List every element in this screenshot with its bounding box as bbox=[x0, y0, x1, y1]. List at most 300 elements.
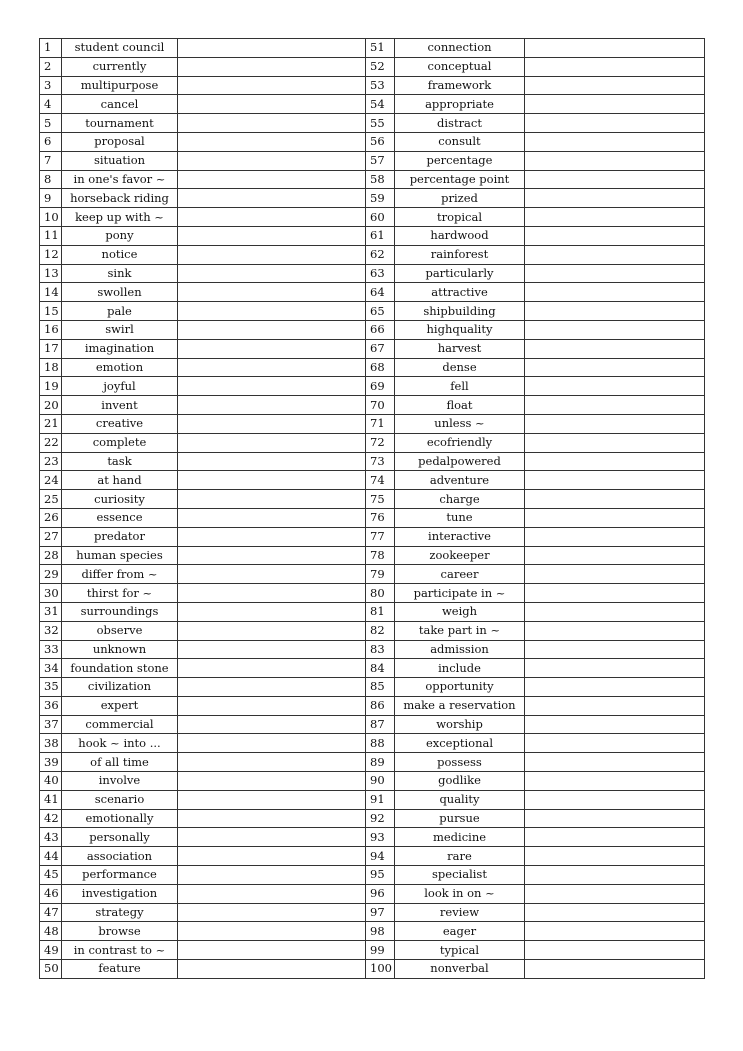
answer-blank bbox=[525, 377, 705, 396]
table-row bbox=[40, 208, 705, 227]
vocab-word: unless ~ bbox=[395, 414, 525, 433]
entry-number: 71 bbox=[366, 414, 395, 433]
table-row bbox=[40, 508, 705, 527]
entry-number: 87 bbox=[366, 715, 395, 734]
vocab-word: feature bbox=[62, 960, 178, 979]
vocab-word: ecofriendly bbox=[395, 433, 525, 452]
entry-number: 92 bbox=[366, 809, 395, 828]
answer-blank bbox=[178, 245, 366, 264]
vocab-word: sink bbox=[62, 264, 178, 283]
table-row bbox=[40, 790, 705, 809]
answer-blank bbox=[525, 828, 705, 847]
table-row bbox=[40, 772, 705, 791]
answer-blank bbox=[525, 189, 705, 208]
answer-blank bbox=[178, 866, 366, 885]
table-row bbox=[40, 39, 705, 58]
entry-number: 8 bbox=[40, 170, 62, 189]
answer-blank bbox=[525, 621, 705, 640]
answer-blank bbox=[178, 114, 366, 133]
table-row bbox=[40, 866, 705, 885]
vocab-word: include bbox=[395, 659, 525, 678]
entry-number: 4 bbox=[40, 95, 62, 114]
vocab-word: eager bbox=[395, 922, 525, 941]
vocab-word: at hand bbox=[62, 471, 178, 490]
answer-blank bbox=[525, 283, 705, 302]
entry-number: 89 bbox=[366, 753, 395, 772]
answer-blank bbox=[178, 960, 366, 979]
answer-blank bbox=[525, 809, 705, 828]
answer-blank bbox=[178, 565, 366, 584]
vocab-word: surroundings bbox=[62, 602, 178, 621]
vocab-word: quality bbox=[395, 790, 525, 809]
answer-blank bbox=[525, 546, 705, 565]
answer-blank bbox=[178, 226, 366, 245]
vocab-word: scenario bbox=[62, 790, 178, 809]
answer-blank bbox=[178, 471, 366, 490]
answer-blank bbox=[178, 941, 366, 960]
answer-blank bbox=[178, 283, 366, 302]
vocab-word: personally bbox=[62, 828, 178, 847]
answer-blank bbox=[525, 245, 705, 264]
answer-blank bbox=[525, 452, 705, 471]
table-row bbox=[40, 621, 705, 640]
vocab-word: godlike bbox=[395, 772, 525, 791]
entry-number: 80 bbox=[366, 584, 395, 603]
entry-number: 35 bbox=[40, 678, 62, 697]
vocab-word: keep up with ~ bbox=[62, 208, 178, 227]
vocab-word: opportunity bbox=[395, 678, 525, 697]
entry-number: 12 bbox=[40, 245, 62, 264]
answer-blank bbox=[525, 95, 705, 114]
table-row bbox=[40, 734, 705, 753]
table-row bbox=[40, 396, 705, 415]
entry-number: 72 bbox=[366, 433, 395, 452]
vocab-word: particularly bbox=[395, 264, 525, 283]
table-row bbox=[40, 809, 705, 828]
vocab-word: percentage bbox=[395, 151, 525, 170]
answer-blank bbox=[178, 922, 366, 941]
vocab-word: involve bbox=[62, 772, 178, 791]
answer-blank bbox=[525, 320, 705, 339]
vocab-word: participate in ~ bbox=[395, 584, 525, 603]
entry-number: 11 bbox=[40, 226, 62, 245]
answer-blank bbox=[525, 414, 705, 433]
entry-number: 86 bbox=[366, 696, 395, 715]
entry-number: 40 bbox=[40, 772, 62, 791]
vocab-word: distract bbox=[395, 114, 525, 133]
vocab-word: tune bbox=[395, 508, 525, 527]
entry-number: 21 bbox=[40, 414, 62, 433]
answer-blank bbox=[178, 57, 366, 76]
answer-blank bbox=[525, 433, 705, 452]
vocab-word: complete bbox=[62, 433, 178, 452]
table-row bbox=[40, 339, 705, 358]
entry-number: 70 bbox=[366, 396, 395, 415]
vocab-word: of all time bbox=[62, 753, 178, 772]
vocab-word: dense bbox=[395, 358, 525, 377]
vocab-word: admission bbox=[395, 640, 525, 659]
answer-blank bbox=[178, 358, 366, 377]
table-row bbox=[40, 189, 705, 208]
answer-blank bbox=[525, 132, 705, 151]
vocab-word: weigh bbox=[395, 602, 525, 621]
answer-blank bbox=[525, 527, 705, 546]
vocab-word: float bbox=[395, 396, 525, 415]
entry-number: 96 bbox=[366, 884, 395, 903]
answer-blank bbox=[178, 95, 366, 114]
entry-number: 32 bbox=[40, 621, 62, 640]
entry-number: 57 bbox=[366, 151, 395, 170]
entry-number: 81 bbox=[366, 602, 395, 621]
table-row bbox=[40, 302, 705, 321]
vocab-word: currently bbox=[62, 57, 178, 76]
answer-blank bbox=[525, 678, 705, 697]
table-row bbox=[40, 753, 705, 772]
entry-number: 33 bbox=[40, 640, 62, 659]
vocab-word: consult bbox=[395, 132, 525, 151]
table-row bbox=[40, 471, 705, 490]
answer-blank bbox=[525, 490, 705, 509]
vocab-word: in contrast to ~ bbox=[62, 941, 178, 960]
entry-number: 37 bbox=[40, 715, 62, 734]
answer-blank bbox=[178, 170, 366, 189]
entry-number: 58 bbox=[366, 170, 395, 189]
table-row bbox=[40, 527, 705, 546]
table-row bbox=[40, 884, 705, 903]
vocab-word: strategy bbox=[62, 903, 178, 922]
answer-blank bbox=[178, 508, 366, 527]
answer-blank bbox=[525, 772, 705, 791]
vocab-word: emotionally bbox=[62, 809, 178, 828]
answer-blank bbox=[178, 396, 366, 415]
vocab-word: situation bbox=[62, 151, 178, 170]
vocab-word: rare bbox=[395, 847, 525, 866]
table-row bbox=[40, 584, 705, 603]
entry-number: 63 bbox=[366, 264, 395, 283]
answer-blank bbox=[525, 715, 705, 734]
entry-number: 36 bbox=[40, 696, 62, 715]
answer-blank bbox=[178, 903, 366, 922]
entry-number: 65 bbox=[366, 302, 395, 321]
entry-number: 73 bbox=[366, 452, 395, 471]
entry-number: 47 bbox=[40, 903, 62, 922]
table-row bbox=[40, 640, 705, 659]
table-row bbox=[40, 132, 705, 151]
answer-blank bbox=[178, 208, 366, 227]
table-row bbox=[40, 57, 705, 76]
table-row bbox=[40, 414, 705, 433]
vocab-word: prized bbox=[395, 189, 525, 208]
answer-blank bbox=[525, 884, 705, 903]
entry-number: 94 bbox=[366, 847, 395, 866]
entry-number: 83 bbox=[366, 640, 395, 659]
table-row bbox=[40, 847, 705, 866]
vocab-word: hardwood bbox=[395, 226, 525, 245]
vocab-word: tournament bbox=[62, 114, 178, 133]
answer-blank bbox=[178, 76, 366, 95]
table-row bbox=[40, 678, 705, 697]
vocab-word: swollen bbox=[62, 283, 178, 302]
vocab-word: appropriate bbox=[395, 95, 525, 114]
entry-number: 62 bbox=[366, 245, 395, 264]
vocab-word: harvest bbox=[395, 339, 525, 358]
entry-number: 14 bbox=[40, 283, 62, 302]
vocab-word: browse bbox=[62, 922, 178, 941]
entry-number: 55 bbox=[366, 114, 395, 133]
vocab-word: look in on ~ bbox=[395, 884, 525, 903]
answer-blank bbox=[178, 452, 366, 471]
entry-number: 53 bbox=[366, 76, 395, 95]
answer-blank bbox=[525, 602, 705, 621]
entry-number: 28 bbox=[40, 546, 62, 565]
vocab-word: specialist bbox=[395, 866, 525, 885]
entry-number: 79 bbox=[366, 565, 395, 584]
table-row bbox=[40, 922, 705, 941]
vocab-word: shipbuilding bbox=[395, 302, 525, 321]
entry-number: 88 bbox=[366, 734, 395, 753]
entry-number: 77 bbox=[366, 527, 395, 546]
entry-number: 75 bbox=[366, 490, 395, 509]
vocab-word: predator bbox=[62, 527, 178, 546]
answer-blank bbox=[525, 57, 705, 76]
answer-blank bbox=[525, 960, 705, 979]
answer-blank bbox=[525, 565, 705, 584]
vocab-word: joyful bbox=[62, 377, 178, 396]
vocab-word: human species bbox=[62, 546, 178, 565]
vocab-word: pale bbox=[62, 302, 178, 321]
answer-blank bbox=[178, 151, 366, 170]
entry-number: 67 bbox=[366, 339, 395, 358]
answer-blank bbox=[178, 339, 366, 358]
vocab-word: creative bbox=[62, 414, 178, 433]
answer-blank bbox=[178, 546, 366, 565]
entry-number: 19 bbox=[40, 377, 62, 396]
answer-blank bbox=[525, 151, 705, 170]
answer-blank bbox=[525, 358, 705, 377]
entry-number: 95 bbox=[366, 866, 395, 885]
entry-number: 27 bbox=[40, 527, 62, 546]
vocab-word: connection bbox=[395, 39, 525, 58]
vocab-word: task bbox=[62, 452, 178, 471]
vocab-word: investigation bbox=[62, 884, 178, 903]
answer-blank bbox=[178, 433, 366, 452]
answer-blank bbox=[178, 302, 366, 321]
vocab-word: zookeeper bbox=[395, 546, 525, 565]
answer-blank bbox=[525, 847, 705, 866]
entry-number: 52 bbox=[366, 57, 395, 76]
table-row bbox=[40, 320, 705, 339]
answer-blank bbox=[178, 847, 366, 866]
table-row bbox=[40, 114, 705, 133]
table-row bbox=[40, 828, 705, 847]
entry-number: 44 bbox=[40, 847, 62, 866]
vocab-word: pony bbox=[62, 226, 178, 245]
entry-number: 48 bbox=[40, 922, 62, 941]
entry-number: 100 bbox=[366, 960, 395, 979]
entry-number: 45 bbox=[40, 866, 62, 885]
answer-blank bbox=[178, 602, 366, 621]
vocab-word: association bbox=[62, 847, 178, 866]
table-row bbox=[40, 696, 705, 715]
table-row bbox=[40, 903, 705, 922]
vocab-word: cancel bbox=[62, 95, 178, 114]
answer-blank bbox=[525, 339, 705, 358]
table-row bbox=[40, 433, 705, 452]
entry-number: 56 bbox=[366, 132, 395, 151]
entry-number: 59 bbox=[366, 189, 395, 208]
answer-blank bbox=[178, 809, 366, 828]
table-row bbox=[40, 151, 705, 170]
entry-number: 17 bbox=[40, 339, 62, 358]
entry-number: 42 bbox=[40, 809, 62, 828]
entry-number: 26 bbox=[40, 508, 62, 527]
answer-blank bbox=[525, 941, 705, 960]
entry-number: 66 bbox=[366, 320, 395, 339]
entry-number: 61 bbox=[366, 226, 395, 245]
entry-number: 18 bbox=[40, 358, 62, 377]
answer-blank bbox=[525, 584, 705, 603]
answer-blank bbox=[178, 320, 366, 339]
table-row bbox=[40, 715, 705, 734]
entry-number: 99 bbox=[366, 941, 395, 960]
vocab-word: differ from ~ bbox=[62, 565, 178, 584]
vocab-word: hook ~ into ... bbox=[62, 734, 178, 753]
vocab-word: exceptional bbox=[395, 734, 525, 753]
table-row bbox=[40, 490, 705, 509]
entry-number: 91 bbox=[366, 790, 395, 809]
answer-blank bbox=[525, 170, 705, 189]
vocab-word: observe bbox=[62, 621, 178, 640]
answer-blank bbox=[178, 414, 366, 433]
vocab-word: framework bbox=[395, 76, 525, 95]
answer-blank bbox=[525, 903, 705, 922]
table-row bbox=[40, 452, 705, 471]
entry-number: 46 bbox=[40, 884, 62, 903]
vocab-word: worship bbox=[395, 715, 525, 734]
answer-blank bbox=[178, 828, 366, 847]
entry-number: 41 bbox=[40, 790, 62, 809]
answer-blank bbox=[178, 790, 366, 809]
entry-number: 49 bbox=[40, 941, 62, 960]
entry-number: 6 bbox=[40, 132, 62, 151]
vocab-word: thirst for ~ bbox=[62, 584, 178, 603]
vocab-word: highquality bbox=[395, 320, 525, 339]
vocab-word: commercial bbox=[62, 715, 178, 734]
table-row bbox=[40, 659, 705, 678]
answer-blank bbox=[525, 696, 705, 715]
answer-blank bbox=[178, 696, 366, 715]
table-row bbox=[40, 565, 705, 584]
entry-number: 84 bbox=[366, 659, 395, 678]
answer-blank bbox=[525, 208, 705, 227]
table-row bbox=[40, 358, 705, 377]
entry-number: 64 bbox=[366, 283, 395, 302]
vocab-word: pedalpowered bbox=[395, 452, 525, 471]
vocab-word: essence bbox=[62, 508, 178, 527]
table-row bbox=[40, 546, 705, 565]
answer-blank bbox=[178, 584, 366, 603]
answer-blank bbox=[525, 39, 705, 58]
entry-number: 30 bbox=[40, 584, 62, 603]
vocab-word: adventure bbox=[395, 471, 525, 490]
answer-blank bbox=[178, 884, 366, 903]
vocab-word: typical bbox=[395, 941, 525, 960]
answer-blank bbox=[525, 753, 705, 772]
vocab-word: rainforest bbox=[395, 245, 525, 264]
entry-number: 3 bbox=[40, 76, 62, 95]
answer-blank bbox=[525, 508, 705, 527]
vocab-word: charge bbox=[395, 490, 525, 509]
answer-blank bbox=[525, 640, 705, 659]
vocab-word: unknown bbox=[62, 640, 178, 659]
answer-blank bbox=[178, 621, 366, 640]
table-row bbox=[40, 264, 705, 283]
entry-number: 20 bbox=[40, 396, 62, 415]
entry-number: 82 bbox=[366, 621, 395, 640]
entry-number: 34 bbox=[40, 659, 62, 678]
vocab-word: expert bbox=[62, 696, 178, 715]
table-row bbox=[40, 245, 705, 264]
entry-number: 43 bbox=[40, 828, 62, 847]
entry-number: 90 bbox=[366, 772, 395, 791]
answer-blank bbox=[525, 922, 705, 941]
entry-number: 93 bbox=[366, 828, 395, 847]
table-row bbox=[40, 377, 705, 396]
table-row bbox=[40, 226, 705, 245]
answer-blank bbox=[178, 264, 366, 283]
vocab-word: conceptual bbox=[395, 57, 525, 76]
vocab-word: tropical bbox=[395, 208, 525, 227]
table-row bbox=[40, 76, 705, 95]
entry-number: 10 bbox=[40, 208, 62, 227]
answer-blank bbox=[525, 302, 705, 321]
answer-blank bbox=[178, 772, 366, 791]
answer-blank bbox=[178, 527, 366, 546]
answer-blank bbox=[178, 753, 366, 772]
vocab-word: notice bbox=[62, 245, 178, 264]
answer-blank bbox=[178, 715, 366, 734]
vocab-word: performance bbox=[62, 866, 178, 885]
entry-number: 25 bbox=[40, 490, 62, 509]
entry-number: 13 bbox=[40, 264, 62, 283]
vocab-word: medicine bbox=[395, 828, 525, 847]
vocab-word: nonverbal bbox=[395, 960, 525, 979]
entry-number: 2 bbox=[40, 57, 62, 76]
table-row bbox=[40, 602, 705, 621]
vocab-word: make a reservation bbox=[395, 696, 525, 715]
entry-number: 60 bbox=[366, 208, 395, 227]
vocab-word: horseback riding bbox=[62, 189, 178, 208]
answer-blank bbox=[178, 640, 366, 659]
entry-number: 38 bbox=[40, 734, 62, 753]
entry-number: 76 bbox=[366, 508, 395, 527]
answer-blank bbox=[178, 659, 366, 678]
entry-number: 7 bbox=[40, 151, 62, 170]
answer-blank bbox=[178, 490, 366, 509]
answer-blank bbox=[525, 790, 705, 809]
vocab-word: swirl bbox=[62, 320, 178, 339]
vocab-word: curiosity bbox=[62, 490, 178, 509]
vocabulary-table bbox=[39, 38, 705, 979]
entry-number: 1 bbox=[40, 39, 62, 58]
vocab-word: civilization bbox=[62, 678, 178, 697]
vocab-word: multipurpose bbox=[62, 76, 178, 95]
answer-blank bbox=[525, 114, 705, 133]
entry-number: 97 bbox=[366, 903, 395, 922]
vocab-word: take part in ~ bbox=[395, 621, 525, 640]
vocab-word: attractive bbox=[395, 283, 525, 302]
answer-blank bbox=[525, 866, 705, 885]
